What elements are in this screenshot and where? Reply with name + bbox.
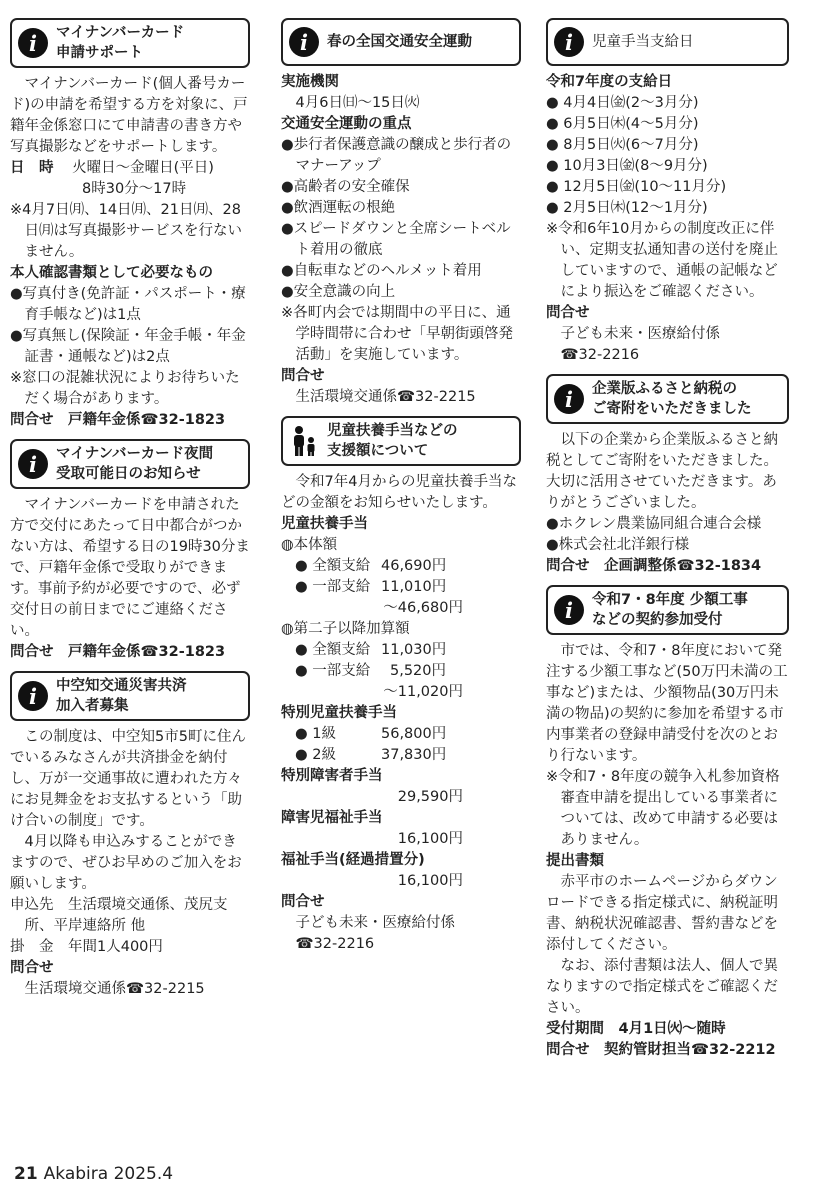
title-line: 児童扶養手当などの [327, 423, 458, 439]
list-item: ● 12月5日㈮(10～11月分) [546, 179, 727, 195]
list-item: ● 8月5日㈫(6～7月分) [546, 137, 699, 153]
amount-value: 29,590円 [397, 789, 463, 805]
list-item: ● 2月5日㈭(12～1月分) [546, 200, 708, 216]
amount-label: ● 全額支給 [295, 558, 371, 574]
amount-label: ● 一部支給 [295, 663, 371, 679]
amount-value: 11,030円 [381, 642, 447, 658]
info-icon: i [18, 28, 48, 58]
note: ※令和7・8年度の競争入札参加資格審査申請を提出している事業者については、改めて申請する必要はありません。 [546, 769, 780, 848]
subheading: 提出書類 [546, 853, 604, 869]
title-line: 春の全国交通安全運動 [327, 34, 472, 50]
list-item: ●飲酒運転の根絶 [281, 200, 396, 216]
note: ※令和6年10月からの制度改正に伴い、定期支払通知書の送付を廃止していますので、通帳の記帳などにより振込をご確認ください。 [546, 221, 778, 300]
subheading: 特別障害者手当 [281, 768, 383, 784]
body-text: 令和7年4月からの児童扶養手当などの金額をお知らせいたします。 [281, 474, 517, 511]
subheading: 実施機関 [281, 74, 339, 90]
title-line: マイナンバーカード夜間 [56, 446, 214, 462]
body-text: 4月以降も申込みすることができますので、ぜひお早めのご加入をお願いします。 [10, 834, 242, 892]
body-text: この制度は、中空知5市5町に住んでいるみなさんが共済掛金を納付し、万が一交通事故に遭われた方々にお見舞金をお支払するという「助け合いの制度」です。 [10, 729, 246, 829]
body-text: 赤平市のホームページからダウンロードできる指定様式に、納税証明書、納税状況確認書、誓約書などを添付してください。 [546, 874, 778, 953]
sub-subheading: ◍本体額 [281, 537, 338, 553]
contact: 問合せ 戸籍年金係☎32-1823 [10, 412, 226, 428]
list-item: ●写真付き(免許証・パスポート・療育手帳など)は1点 [10, 286, 246, 323]
list-item: ●写真無し(保険証・年金手帳・年金証書・通帳など)は2点 [10, 328, 246, 365]
contact: 子ども未来・医療給付係 [560, 326, 720, 342]
info-icon: i [289, 27, 319, 57]
title-line: 中空知交通災害共済 [56, 678, 187, 694]
header-mynumber-night [10, 439, 250, 489]
amount-value: 56,800円 [381, 726, 447, 742]
header-mynumber-support [10, 18, 250, 68]
contact-head: 問合せ [281, 368, 325, 384]
publication: Akabira 2025.4 [43, 1164, 174, 1184]
header-child-allowance-amounts [281, 416, 521, 466]
contact-phone: ☎32-2216 [295, 936, 375, 952]
contact-head: 問合せ [10, 960, 54, 976]
page-footer [14, 1164, 173, 1184]
list-item: ●自転車などのヘルメット着用 [281, 263, 482, 279]
list-item: ●高齢者の安全確保 [281, 179, 410, 195]
header-furusato-tax [546, 374, 789, 424]
fee: 掛 金 年間1人400円 [10, 939, 163, 955]
note: ※窓口の混雑状況によりお待ちいただく場合があります。 [10, 370, 240, 407]
list-item: ● 4月4日㈮(2～3月分) [546, 95, 699, 111]
date-value: 火曜日～金曜日(平日) [72, 160, 214, 176]
info-icon: i [18, 681, 48, 711]
contact: 生活環境交通係☎32-2215 [295, 389, 476, 405]
amount-range: ～11,020円 [383, 684, 463, 700]
contact-head: 問合せ [546, 305, 590, 321]
header-small-contracts [546, 585, 789, 635]
subheading: 福祉手当(経過措置分) [281, 852, 425, 868]
title-line: 加入者募集 [56, 698, 129, 714]
info-icon: i [554, 595, 584, 625]
contact-head: 問合せ [281, 894, 325, 910]
time-value: 8時30分～17時 [82, 181, 187, 197]
list-item: ● 6月5日㈭(4～5月分) [546, 116, 699, 132]
amount-label: ● 一部支給 [295, 579, 371, 595]
note: ※各町内会では期間中の平日に、通学時間帯に合わせ「早朝街頭啓発活動」を実施しています。 [281, 305, 513, 363]
list-item: ●安全意識の向上 [281, 284, 396, 300]
page-number: 21 [14, 1164, 38, 1184]
amount-value: 16,100円 [397, 873, 463, 889]
list-item: ●歩行者保護意識の醸成と歩行者のマナーアップ [281, 137, 512, 174]
body-text: 以下の企業から企業版ふるさと納税としてご寄附をいただきました。大切に活用させていただきます。ありがとうございました。 [546, 432, 778, 511]
contact: 生活環境交通係☎32-2215 [24, 981, 205, 997]
amount-label: ● 全額支給 [295, 642, 371, 658]
body-text: 市では、令和7・8年度において発注する少額工事など(50万円未満の工事など)または、少額物品(30万円未満の物品)の契約に参加を希望する市内事業者の登録申請受付を次のとおり行ないます。 [546, 643, 788, 764]
list-item: ●スピードダウンと全席シートベルト着用の徹底 [281, 221, 511, 258]
amount-label: ● 2級 [295, 747, 336, 763]
list-item: ● 10月3日㈮(8～9月分) [546, 158, 708, 174]
contact: 問合せ 戸籍年金係☎32-1823 [10, 644, 226, 660]
header-spring-traffic [281, 18, 521, 66]
title-line: マイナンバーカード [56, 25, 185, 41]
subheading: 本人確認書類として必要なもの [10, 265, 213, 281]
amount-value: 16,100円 [397, 831, 463, 847]
amount-label: ● 1級 [295, 726, 336, 742]
amount-value: 37,830円 [381, 747, 447, 763]
subheading: 特別児童扶養手当 [281, 705, 397, 721]
subheading: 令和7年度の支給日 [546, 74, 673, 90]
body-text: マイナンバーカード(個人番号カード)の申請を希望する方を対象に、戸籍年金係窓口にて申請書の書き方や写真撮影などをサポートします。 [10, 76, 248, 155]
subheading: 児童扶養手当 [281, 516, 368, 532]
info-icon: i [554, 384, 584, 414]
title-line: 令和7・8年度 少額工事 [592, 592, 748, 608]
title-line: ご寄附をいただきました [592, 401, 752, 417]
period: 受付期間 4月1日㈫～随時 [546, 1021, 726, 1037]
amount-value: 46,690円 [381, 558, 447, 574]
body-text: マイナンバーカードを申請された方で交付にあたって日中都合がつかない方は、希望する日の19時30分まで、戸籍年金係で受取りができます。事前予約が必要ですので、必ず交付日の前日までにご連絡ください。 [10, 497, 250, 639]
amount-range: ～46,680円 [383, 600, 463, 616]
contact: 問合せ 企画調整係☎32-1834 [546, 558, 762, 574]
list-item: ●株式会社北洋銀行様 [546, 537, 690, 553]
title-line: 児童手当支給日 [592, 34, 694, 50]
title-line: 企業版ふるさと納税の [592, 381, 737, 397]
amount-value: 5,520円 [390, 663, 447, 679]
body-text: なお、添付書類は法人、個人で異なりますので指定様式をご確認ください。 [546, 958, 778, 1016]
contact: 問合せ 契約管財担当☎32-2212 [546, 1042, 776, 1058]
sub-subheading: ◍第二子以降加算額 [281, 621, 410, 637]
column-1 [10, 18, 250, 1000]
title-line: 申請サポート [56, 45, 143, 61]
period: 4月6日㈰～15日㈫ [295, 95, 420, 111]
title-line: 支援額について [327, 443, 429, 459]
subheading: 障害児福祉手当 [281, 810, 383, 826]
header-traffic-mutual-aid [10, 671, 250, 721]
header-child-allowance-dates [546, 18, 789, 66]
amount-value: 11,010円 [381, 579, 447, 595]
subheading: 交通安全運動の重点 [281, 116, 412, 132]
list-item: ●ホクレン農業協同組合連合会様 [546, 516, 762, 532]
date-label: 日 時 [10, 160, 54, 176]
title-line: などの契約参加受付 [592, 612, 723, 628]
column-3 [546, 18, 789, 1061]
contact: 子ども未来・医療給付係 [295, 915, 455, 931]
contact-phone: ☎32-2216 [560, 347, 640, 363]
parent-child-icon [289, 425, 319, 457]
column-2 [281, 18, 521, 955]
note: ※4月7日㈪、14日㈪、21日㈪、28日㈪は写真撮影サービスを行ないません。 [10, 202, 242, 260]
info-icon: i [554, 27, 584, 57]
info-icon: i [18, 449, 48, 479]
title-line: 受取可能日のお知らせ [56, 466, 201, 482]
apply-to: 申込先 生活環境交通係、茂尻支所、平岸連絡所 他 [10, 897, 228, 934]
